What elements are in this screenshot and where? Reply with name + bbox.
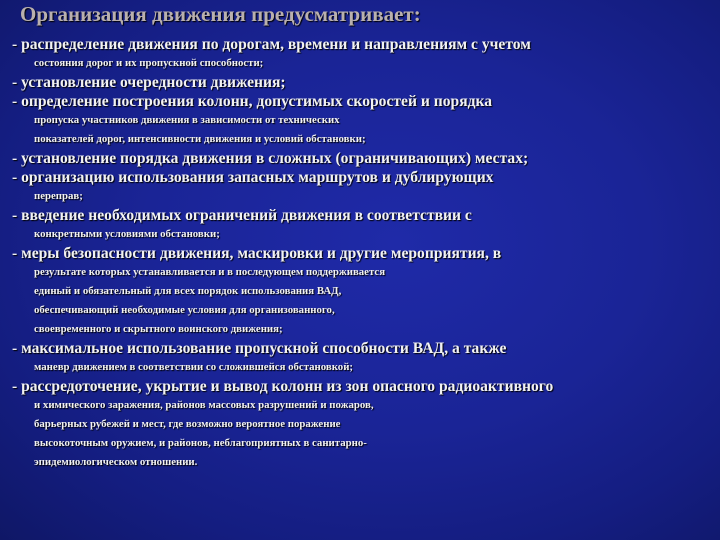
list-item-text-line: - рассредоточение, укрытие и вывод колонн из зон опасного радиоактивного — [12, 378, 554, 395]
list-item-text-line: пропуска участников движения в зависимости от технических — [34, 114, 340, 126]
list-item-text-line: обеспечивающий необходимые условия для организованного, — [34, 304, 335, 316]
list-item-text-line: - установление порядка движения в сложных (ограничивающих) местах; — [12, 150, 529, 167]
list-item-text-line: - максимальное использование пропускной способности ВАД, а также — [12, 340, 507, 357]
list-item — [12, 206, 712, 244]
list-item-text-line: маневр движением в соответствии со сложившейся обстановкой; — [34, 361, 354, 373]
list-item-text-line: барьерных рубежей и мест, где возможно вероятное поражение — [34, 418, 341, 430]
list-item — [12, 73, 712, 92]
slide-title: Организация движения предусматривает: — [20, 2, 421, 26]
list-item-text-line: эпидемиологическом отношении. — [34, 456, 198, 468]
list-item-text-line: единый и обязательный для всех порядок использования ВАД, — [34, 285, 342, 297]
list-item — [12, 244, 712, 339]
list-item-text-line: - введение необходимых ограничений движения в соответствии с — [12, 207, 472, 224]
list-item-text-line: своевременного и скрытного воинского движения; — [34, 323, 283, 335]
list-item — [12, 339, 712, 377]
list-item — [12, 377, 712, 472]
list-item-text-line: результате которых устанавливается и в последующем поддерживается — [34, 266, 386, 278]
requirements-list — [12, 35, 712, 472]
list-item-text-line: - распределение движения по дорогам, времени и направлениям с учетом — [12, 36, 531, 53]
list-item — [12, 92, 712, 149]
list-item-text-line: переправ; — [34, 190, 83, 202]
list-item-text-line: - организацию использования запасных маршрутов и дублирующих — [12, 169, 494, 186]
list-item-text-line: - меры безопасности движения, маскировки и другие мероприятия, в — [12, 245, 502, 262]
list-item-text-line: - установление очередности движения; — [12, 74, 286, 91]
list-item-text-line: высокоточным оружием, и районов, неблагоприятных в санитарно- — [34, 437, 367, 449]
list-item — [12, 149, 712, 168]
list-item — [12, 168, 712, 206]
list-item-text-line: показателей дорог, интенсивности движения и условий обстановки; — [34, 133, 366, 145]
list-item-text-line: состояния дорог и их пропускной способности; — [34, 57, 264, 69]
list-item — [12, 35, 712, 73]
list-item-text-line: и химического заражения, районов массовых разрушений и пожаров, — [34, 399, 374, 411]
list-item-text-line: - определение построения колонн, допустимых скоростей и порядка — [12, 93, 493, 110]
list-item-text-line: конкретными условиями обстановки; — [34, 228, 220, 240]
